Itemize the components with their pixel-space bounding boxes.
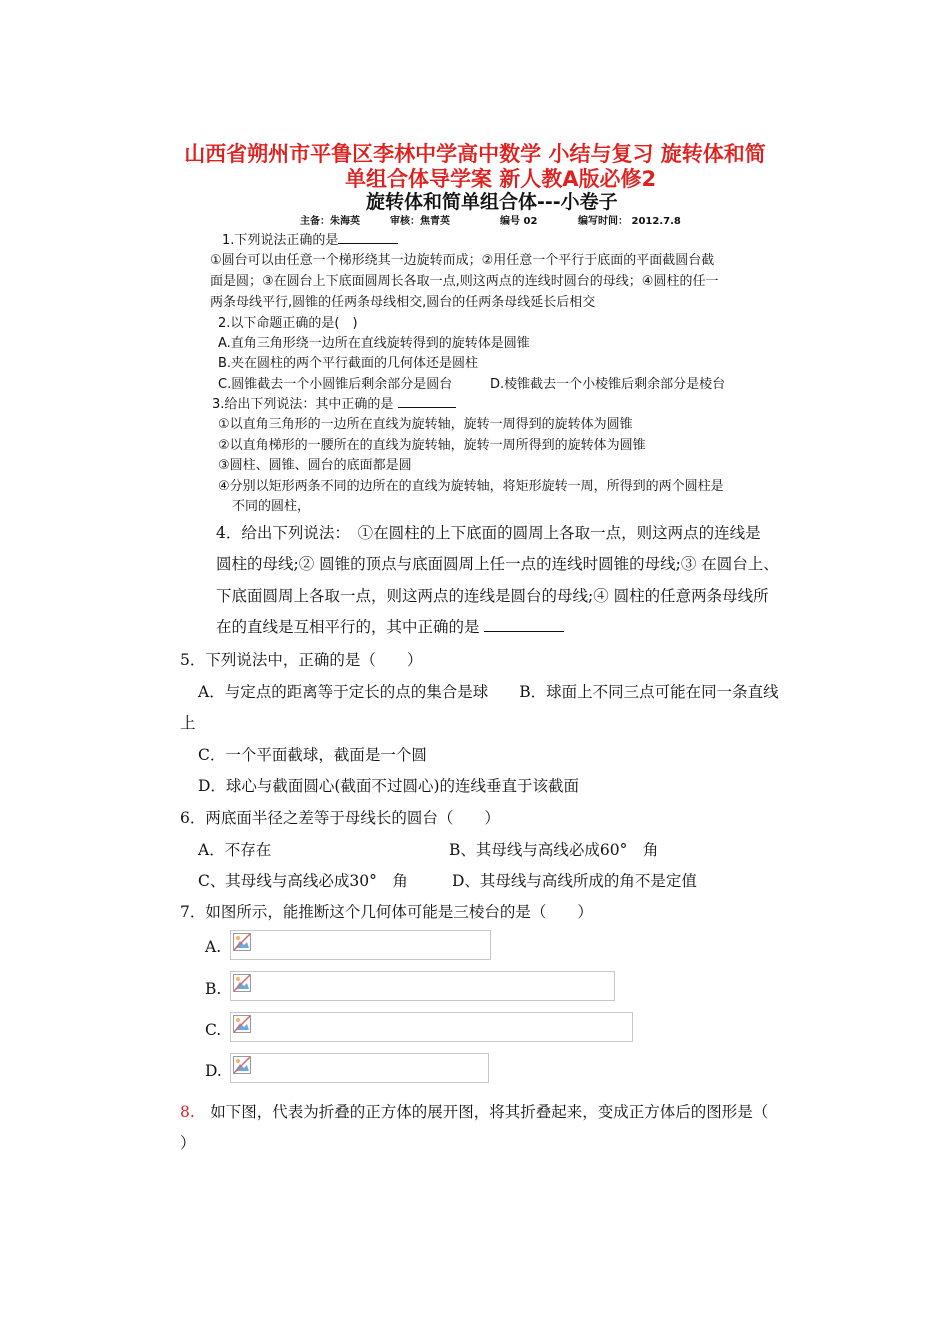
q4-line1: 4．给出下列说法： ①在圆柱的上下底面的圆周上各取一点，则这两点的连线是 [216, 524, 761, 542]
q5-option-c: C．一个平面截球，截面是一个圆 [198, 746, 427, 764]
q1-line1: ①圆台可以由任意一个梯形绕其一边旋转而成；②用任意一个平行于底面的平面截圆台截 [210, 253, 715, 268]
answer-blank [398, 393, 456, 408]
broken-image-icon [233, 1015, 251, 1033]
q5-options-ab-cont: 上 [180, 714, 196, 732]
q3-item-4: ④分别以矩形两条不同的边所在的直线为旋转轴，将矩形旋转一周，所得到的两个圆柱是 [218, 479, 724, 494]
meta-author: 主备：朱海英 [300, 216, 360, 227]
q6-option-a: A．不存在 [198, 841, 272, 859]
q4-line2: 圆柱的母线;② 圆锥的顶点与底面圆周上任一点的连线时圆锥的母线;③ 在圆台上、 [216, 555, 779, 573]
answer-blank [484, 617, 564, 632]
q7-stem: 7．如图所示，能推断这个几何体可能是三棱台的是（ ） [180, 903, 593, 921]
q1-line2: 面是圆；③在圆台上下底面圆周长各取一点,则这两点的连线时圆台的母线；④圆柱的任一 [210, 274, 719, 289]
q5-option-d: D．球心与截面圆心(截面不过圆心)的连线垂直于该截面 [198, 777, 580, 795]
q2-stem: 2.以下命题正确的是( ) [218, 316, 358, 331]
q3-item-2: ②以直角梯形的一腰所在的直线为旋转轴，旋转一周所得到的旋转体为圆锥 [218, 438, 646, 453]
broken-image-icon [233, 933, 251, 951]
document-title-line2: 单组合体导学案 新人教A版必修2 [345, 167, 657, 191]
q7-option-a-image [230, 930, 491, 960]
answer-blank [338, 229, 398, 244]
q7-option-c-image [230, 1012, 633, 1042]
q3-item-1: ①以直角三角形的一边所在直线为旋转轴，旋转一周得到的旋转体为圆锥 [218, 417, 633, 432]
q8-number: 8. [180, 1103, 195, 1121]
q7-option-b-label: B. [205, 980, 222, 998]
q8-line2: ） [180, 1134, 196, 1152]
q3-stem: 3.给出下列说法：其中正确的是 [212, 393, 456, 412]
q5-stem: 5．下列说法中，正确的是（ ） [180, 651, 423, 669]
q2-option-b: B.夹在圆柱的两个平行截面的几何体还是圆柱 [218, 356, 479, 371]
q6-option-d: D、其母线与高线所成的角不是定值 [452, 872, 697, 890]
q1-stem: 1.下列说法正确的是 [222, 229, 398, 248]
q2-option-c: C.圆锥截去一个小圆锥后剩余部分是圆台 [218, 377, 453, 392]
document-title-line1: 山西省朔州市平鲁区李林中学高中数学 小结与复习 旋转体和简 [184, 142, 766, 166]
q7-option-d-label: D. [205, 1062, 222, 1080]
q6-option-c: C、其母线与高线必成30° 角 [198, 872, 408, 890]
q4-line4: 在的直线是互相平行的，其中正确的是 [216, 615, 564, 637]
meta-number: 编号 02 [500, 216, 538, 227]
q6-stem: 6．两底面半径之差等于母线长的圆台（ ） [180, 809, 500, 827]
q6-option-b: B、其母线与高线必成60° 角 [449, 841, 659, 859]
q3-item-4-cont: 不同的圆柱， [232, 499, 311, 514]
q2-option-a: A.直角三角形绕一边所在直线旋转得到的旋转体是圆锥 [218, 336, 530, 351]
q4-line3: 下底面圆周上各取一点，则这两点的连线是圆台的母线;④ 圆柱的任意两条母线所 [216, 587, 769, 605]
broken-image-icon [233, 974, 251, 992]
q3-item-3: ③圆柱、圆锥、圆台的底面都是圆 [218, 458, 412, 473]
q7-option-a-label: A. [205, 938, 222, 956]
q2-option-d: D.棱锥截去一个小棱锥后剩余部分是棱台 [490, 377, 726, 392]
broken-image-icon [233, 1056, 251, 1074]
q5-options-ab: A．与定点的距离等于定长的点的集合是球 B．球面上不同三点可能在同一条直线 [198, 683, 779, 701]
worksheet-subtitle: 旋转体和简单组合体---小卷子 [366, 191, 618, 213]
q7-option-c-label: C. [205, 1021, 222, 1039]
q1-line3: 两条母线平行,圆锥的任两条母线相交,圆台的任两条母线延长后相交 [210, 295, 596, 310]
meta-date: 编写时间： 2012.7.8 [578, 216, 681, 227]
q7-option-d-image [230, 1053, 489, 1083]
meta-reviewer: 审核：焦青英 [390, 216, 450, 227]
q7-option-b-image [230, 971, 615, 1001]
q8-line1: 8. 如下图，代表为折叠的正方体的展开图，将其折叠起来，变成正方体后的图形是（ [180, 1103, 769, 1121]
